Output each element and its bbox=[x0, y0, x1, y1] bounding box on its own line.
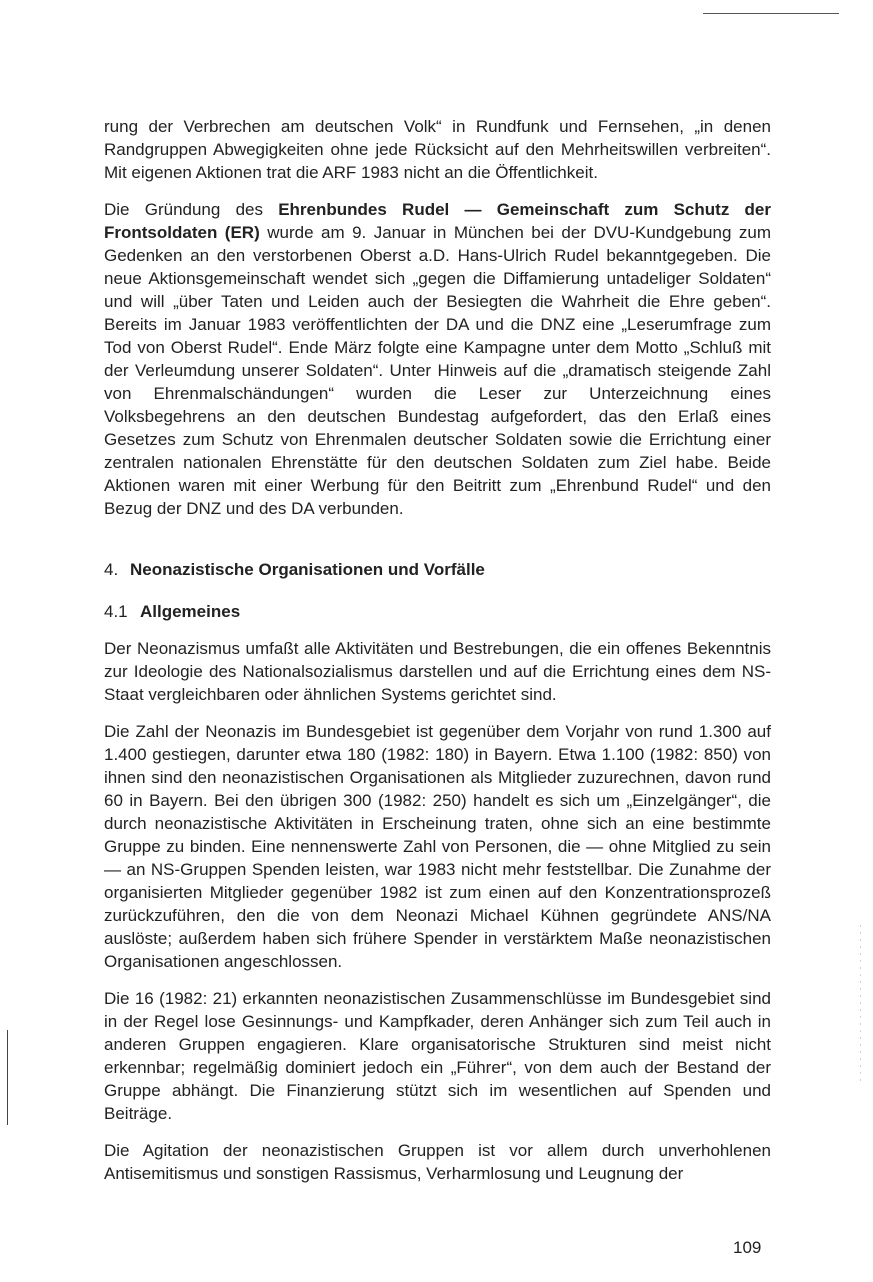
paragraph-arf: rung der Verbrechen am deutschen Volk“ in Rundfunk und Fernsehen, „in denen Randgruppen Abwegigkeiten ohne jede Rücksicht auf den Mehrheitswillen verbreiten“. Mit eigenen Aktionen trat die ARF 1983 nicht an die Öffentlichkeit. bbox=[104, 117, 771, 182]
subsection-number: 4.1 bbox=[104, 602, 128, 621]
page-body bbox=[104, 115, 771, 1185]
paragraph-statistics: Die Zahl der Neonazis im Bundesgebiet ist gegenüber dem Vorjahr von rund 1.300 auf 1.400 gestiegen, darunter etwa 180 (1982: 180) in Bayern. Etwa 1.100 (1982: 850) von ihnen sind den neonazistischen Organisationen als Mitglieder zuzurechnen, davon rund 60 in Bayern. Bei den übrigen 300 (1982: 250) handelt es sich um „Einzelgänger“, die durch neonazistische Aktivitäten in Erscheinung traten, ohne sich an eine bestimmte Gruppe zu binden. Eine nennenswerte Zahl von Personen, die — ohne Mitglied zu sein — an NS-Gruppen Spenden leisten, war 1983 nicht mehr feststellbar. Die Zunahme der organisierten Mitglieder gegenüber 1982 ist zum einen auf den Konzentrationsprozeß zurückzuführen, den die von dem Neonazi Michael Kühnen gegründete ANS/NA auslöste; außerdem haben sich frühere Spender in verstärktem Maße neonazistischen Organisationen angeschlossen. bbox=[104, 722, 771, 971]
scan-artifact bbox=[860, 925, 861, 1085]
section-heading-4-1 bbox=[104, 600, 771, 623]
paragraph-ehrenbund-rest: wurde am 9. Januar in München bei der DVU-Kundgebung zum Gedenken an den verstorbenen Oberst a.D. Hans-Ulrich Rudel bekanntgegeben. Die neue Aktionsgemeinschaft wendet sich „gegen die Diffamierung untadeliger Soldaten“ und will „über Taten und Leiden auch der Besiegten die Wahrheit die Ehre geben“. Bereits im Januar 1983 veröffentlichten der DA und die DNZ eine „Leserumfrage zum Tod von Oberst Rudel“. Ende März folgte eine Kampagne unter dem Motto „Schluß mit der Verleumdung unserer Soldaten“. Unter Hinweis auf die „dramatisch steigende Zahl von Ehrenmalschändungen“ wurden die Leser zur Unterzeichnung eines Volksbegehrens an den deutschen Bundestag aufgefordert, das den Erlaß eines Gesetzes zum Schutz von Ehrenmalen deutscher Soldaten sowie die Errichtung einer zentralen nationalen Ehrenstätte für den deutschen Soldaten zum Ziel habe. Beide Aktionen waren mit einer Werbung für den Beitritt zum „Ehrenbund Rudel“ und den Bezug der DNZ und des DA verbunden. bbox=[104, 223, 772, 518]
paragraph-ehrenbund-intro: Die Gründung des bbox=[104, 200, 279, 219]
subsection-title: Allgemeines bbox=[140, 602, 241, 621]
section-number: 4. bbox=[104, 560, 119, 579]
section-heading-4 bbox=[104, 558, 771, 581]
section-title: Neonazistische Organisationen und Vorfälle bbox=[130, 560, 485, 579]
top-rule bbox=[703, 13, 839, 14]
paragraph-ehrenbund-bold: Ehrenbundes Rudel — Gemeinschaft zum Schutz der Frontsoldaten (ER) bbox=[104, 200, 771, 242]
paragraph-agitation: Die Agitation der neonazistischen Gruppen ist vor allem durch unverhohlenen Antisemitismus und sonstigen Rassismus, Verharmlosung und Leugnung der bbox=[104, 1141, 771, 1183]
paragraph-groups: Die 16 (1982: 21) erkannten neonazistischen Zusammenschlüsse im Bundesgebiet sind in der Regel lose Gesinnungs- und Kampfkader, deren Anhänger sich zum Teil auch in anderen Gruppen engagieren. Klare organisatorische Strukturen sind meist nicht erkennbar; regelmäßig dominiert jedoch ein „Führer“, von dem auch der Bestand der Gruppe abhängt. Die Finanzierung stützt sich im wesentlichen auf Spenden und Beiträge. bbox=[104, 989, 771, 1123]
paragraph-definition: Der Neonazismus umfaßt alle Aktivitäten und Bestrebungen, die ein offenes Bekenntnis zur Ideologie des Nationalsozialismus darstellen und auf die Errichtung eines dem NS-Staat vergleichbaren oder ähnlichen Systems gerichtet sind. bbox=[104, 639, 771, 704]
page-number: 109 bbox=[733, 1238, 762, 1257]
margin-mark bbox=[7, 1030, 8, 1125]
paragraph-ehrenbund bbox=[104, 198, 771, 520]
